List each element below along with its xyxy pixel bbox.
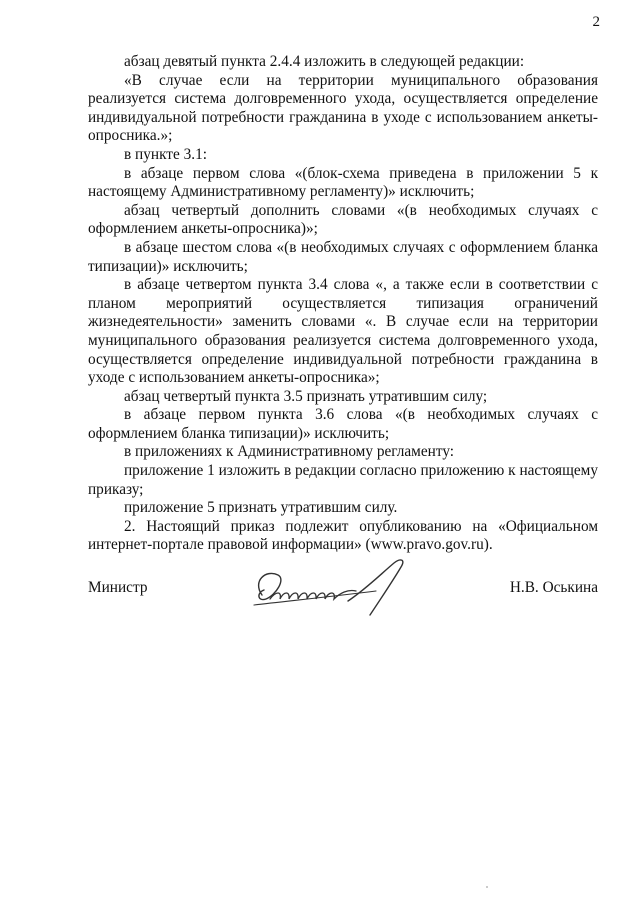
signer-title: Министр: [88, 579, 148, 596]
signature-stroke: [259, 573, 281, 599]
paragraph: абзац четвертый дополнить словами «(в необходимых случаях с оформлением анкеты-опросника)»;: [88, 201, 598, 238]
paragraph: «В случае если на территории муниципального образования реализуется система долговременного ухода, осуществляется определение индивидуальной потребности гражданина в уходе с использованием анкеты-опросника.»;: [88, 71, 598, 145]
signature-block: [88, 555, 598, 625]
paragraph: абзац девятый пункта 2.4.4 изложить в следующей редакции:: [124, 53, 525, 70]
paragraph: приложение 1 изложить в редакции согласно приложению к настоящему приказу;: [88, 462, 598, 498]
paragraph: в абзаце первом пункта 3.6 слова «(в необходимых случаях с оформлением бланка типизации)» исключить;: [88, 406, 598, 442]
signer-name: Н.В. Оськина: [509, 579, 598, 596]
paragraph: в пункте 3.1:: [124, 145, 207, 163]
paragraph: 2. Настоящий приказ подлежит опубликованию на «Официальном интернет-портале правовой информации» (www.pravo.gov.ru).: [88, 517, 598, 554]
paragraph: в абзаце шестом слова «(в необходимых случаях с оформлением бланка типизации)» исключить;: [88, 238, 598, 275]
paragraph: в абзаце первом слова «(блок-схема приведена в приложении 5 к настоящему Административному регламенту)» исключить;: [88, 164, 598, 201]
paragraph: в приложениях к Административному регламенту:: [124, 443, 455, 461]
paragraph: приложение 5 признать утратившим силу.: [124, 499, 398, 517]
handwritten-signature: [248, 555, 418, 623]
page-number: 2: [592, 14, 600, 30]
paragraph: абзац четвертый пункта 3.5 признать утратившим силу;: [124, 387, 488, 405]
scan-speck: [486, 886, 488, 888]
signature-stroke: [348, 560, 403, 615]
paragraph: в абзаце четвертом пункта 3.4 слова «, а также если в соответствии с планом мероприятий осуществляется типизация ограничений жизнедеятельности» заменить словами «. В случае если на территории муниципального образования реализуется система долговременного ухода, осуществляется определение индивидуальной потребности гражданина в уходе с использованием анкеты-опросника»;: [88, 276, 598, 387]
document-body: [88, 53, 598, 555]
